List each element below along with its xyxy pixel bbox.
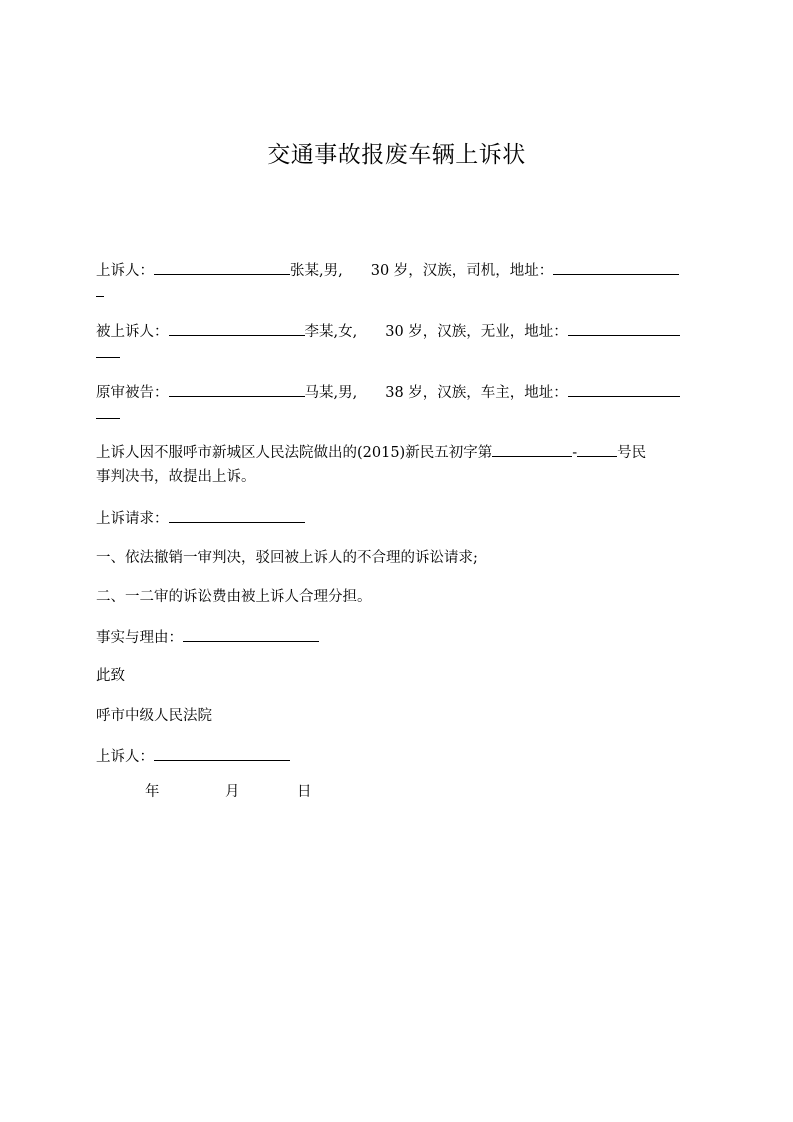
appellant-line <box>96 260 679 280</box>
appellant-address-blank[interactable] <box>553 260 679 275</box>
facts-blank[interactable] <box>183 627 319 642</box>
request-blank[interactable] <box>169 508 305 523</box>
facts-line <box>96 627 319 647</box>
signature-line <box>96 746 290 766</box>
cause-line-2: 事判决书，故提出上诉。 <box>96 469 256 485</box>
appellant-label: 上诉人： <box>96 263 154 279</box>
case-dash: - <box>572 445 578 461</box>
appellee-label: 被上诉人： <box>96 324 169 340</box>
original-defendant-label: 原审被告： <box>96 385 169 401</box>
original-defendant-info: 马某,男, <box>304 385 358 401</box>
cause-line-1 <box>96 442 646 462</box>
appellant-age: 30 岁，汉族，司机，地址： <box>370 263 554 279</box>
original-defendant-address-blank[interactable] <box>568 382 680 397</box>
date-day: 日 <box>297 784 312 800</box>
original-defendant-name-blank[interactable] <box>169 382 305 397</box>
case-suffix-blank[interactable] <box>577 442 617 457</box>
request-item-1: 一、依法撤销一审判决，驳回被上诉人的不合理的诉讼请求; <box>96 550 478 566</box>
signature-label: 上诉人： <box>96 749 154 765</box>
date-month: 月 <box>225 784 240 800</box>
appellee-name-blank[interactable] <box>169 321 305 336</box>
date-year: 年 <box>145 784 160 800</box>
facts-label: 事实与理由： <box>96 630 183 646</box>
original-defendant-age: 38 岁，汉族，车主，地址： <box>385 385 568 401</box>
appellee-address-blank[interactable] <box>568 321 680 336</box>
appellant-info: 张某,男, <box>290 263 343 279</box>
appellee-address-blank-cont <box>96 357 120 358</box>
request-line <box>96 508 305 528</box>
request-label: 上诉请求： <box>96 511 169 527</box>
document-title: 交通事故报废车辆上诉状 <box>267 142 526 168</box>
appellee-age: 30 岁，汉族，无业，地址： <box>385 324 568 340</box>
case-number-blank[interactable] <box>492 442 572 457</box>
signature-blank[interactable] <box>154 746 290 761</box>
appellee-line <box>96 321 680 341</box>
original-defendant-line <box>96 382 680 402</box>
appellee-info: 李某,女, <box>304 324 358 340</box>
appellant-name-blank[interactable] <box>154 260 290 275</box>
salutation: 此致 <box>96 668 125 684</box>
appellant-address-blank-cont <box>96 296 104 297</box>
cause-suffix: 号民 <box>617 445 647 461</box>
court-name: 呼市中级人民法院 <box>96 708 212 724</box>
original-defendant-address-blank-cont <box>96 418 120 419</box>
cause-prefix: 上诉人因不服呼市新城区人民法院做出的(2015)新民五初字第 <box>96 445 493 461</box>
request-item-2: 二、一二审的诉讼费由被上诉人合理分担。 <box>96 589 372 605</box>
